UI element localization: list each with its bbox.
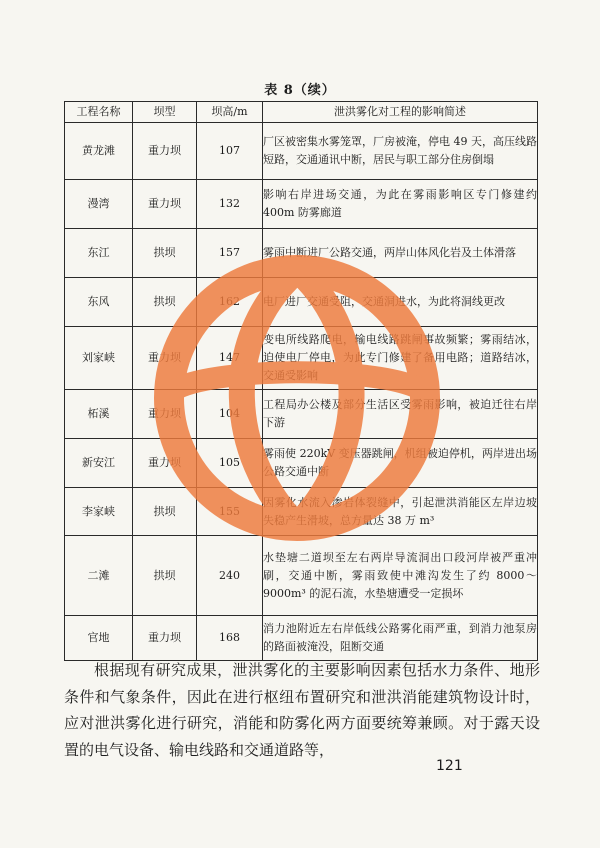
impact-description: 雾雨使 220kV 变压器跳闸，机组被迫停机，两岸进出场公路交通中断 — [263, 439, 538, 488]
dam-atomization-table — [64, 101, 538, 661]
dam-type: 拱坝 — [133, 278, 197, 327]
table-row — [65, 536, 538, 616]
dam-type: 重力坝 — [133, 390, 197, 439]
project-name: 官地 — [65, 616, 133, 661]
impact-description: 雾雨中断进厂公路交通，两岸山体风化岩及土体滑落 — [263, 229, 538, 278]
table-row — [65, 488, 538, 536]
dam-height: 105 — [197, 439, 263, 488]
project-name: 新安江 — [65, 439, 133, 488]
dam-height: 132 — [197, 180, 263, 229]
header-type: 坝型 — [133, 102, 197, 123]
dam-type: 重力坝 — [133, 439, 197, 488]
project-name: 柘溪 — [65, 390, 133, 439]
dam-height: 168 — [197, 616, 263, 661]
dam-height: 240 — [197, 536, 263, 616]
dam-height: 107 — [197, 123, 263, 180]
impact-description: 厂区被密集水雾笼罩，厂房被淹，停电 49 天，高压线路短路，交通通讯中断，居民与职工部分住房倒塌 — [263, 123, 538, 180]
dam-height: 147 — [197, 327, 263, 390]
dam-type: 拱坝 — [133, 229, 197, 278]
dam-height: 157 — [197, 229, 263, 278]
dam-type: 重力坝 — [133, 327, 197, 390]
project-name: 二滩 — [65, 536, 133, 616]
project-name: 李家峡 — [65, 488, 133, 536]
impact-description: 影响右岸进场交通，为此在雾雨影响区专门修建约 400m 防雾廊道 — [263, 180, 538, 229]
project-name: 漫湾 — [65, 180, 133, 229]
page-number: 121 — [436, 758, 463, 774]
impact-description: 因雾化水流入渗岩体裂缝中，引起泄洪消能区左岸边坡失稳产生滑坡，总方量达 38 万 m³ — [263, 488, 538, 536]
table-row — [65, 327, 538, 390]
header-height: 坝高/m — [197, 102, 263, 123]
impact-description: 变电所线路爬电，输电线路跳闸事故频繁；雾雨结冰，迫使电厂停电，为此专门修建了备用电路；道路结冰，交通受影响 — [263, 327, 538, 390]
project-name: 东江 — [65, 229, 133, 278]
impact-description: 水垫塘二道坝至左右两岸导流洞出口段河岸被严重冲刷，交通中断，雾雨致使中滩沟发生了约 8000～9000m³ 的泥石流，水垫塘遭受一定损坏 — [263, 536, 538, 616]
dam-type: 重力坝 — [133, 123, 197, 180]
dam-type: 拱坝 — [133, 536, 197, 616]
project-name: 刘家峡 — [65, 327, 133, 390]
impact-description: 工程局办公楼及部分生活区受雾雨影响，被迫迁往右岸下游 — [263, 390, 538, 439]
table-row — [65, 616, 538, 661]
project-name: 东风 — [65, 278, 133, 327]
body-paragraph: 根据现有研究成果，泄洪雾化的主要影响因素包括水力条件、地形条件和气象条件，因此在进行枢纽布置研究和泄洪消能建筑物设计时，应对泄洪雾化进行研究，消能和防雾化两方面要统筹兼顾。对于露天设置的电气设备、输电线路和交通道路等， — [64, 661, 540, 759]
dam-height: 155 — [197, 488, 263, 536]
table-row — [65, 390, 538, 439]
dam-type: 拱坝 — [133, 488, 197, 536]
impact-description: 电厂进厂交通受阻，交通洞进水，为此将洞线更改 — [263, 278, 538, 327]
dam-height: 162 — [197, 278, 263, 327]
dam-type: 重力坝 — [133, 180, 197, 229]
dam-height: 104 — [197, 390, 263, 439]
impact-description: 消力池附近左右岸低线公路雾化雨严重，到消力池泵房的路面被淹没，阻断交通 — [263, 616, 538, 661]
table-row — [65, 123, 538, 180]
project-name: 黄龙滩 — [65, 123, 133, 180]
header-name: 工程名称 — [65, 102, 133, 123]
table-row — [65, 278, 538, 327]
table-header-row — [65, 102, 538, 123]
table-row — [65, 229, 538, 278]
dam-type: 重力坝 — [133, 616, 197, 661]
table-row — [65, 180, 538, 229]
header-description: 泄洪雾化对工程的影响简述 — [263, 102, 538, 123]
table-caption: 表 8（续） — [264, 83, 336, 98]
table-row — [65, 439, 538, 488]
